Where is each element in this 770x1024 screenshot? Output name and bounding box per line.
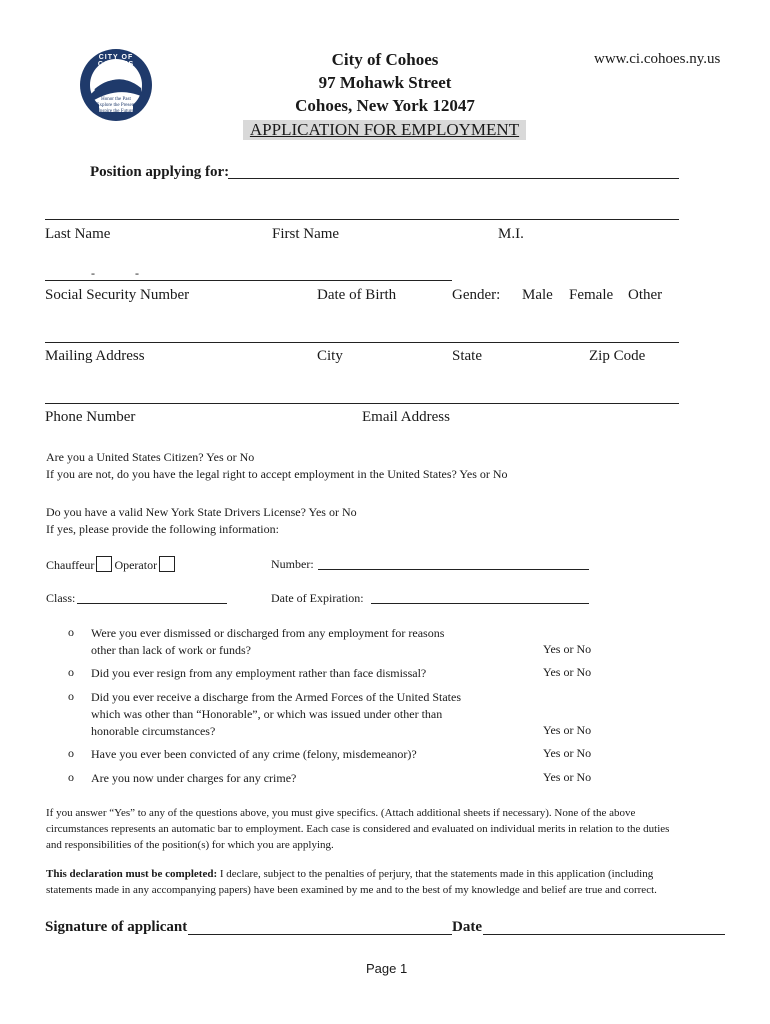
city-state-zip: Cohoes, New York 12047 [295,96,475,115]
dob-label: Date of Birth [317,287,397,303]
gender-label: Gender: [452,287,501,303]
question-1-line-1: Were you ever dismissed or discharged from any employment for reasons [91,626,445,640]
license-type-row [46,556,177,573]
license-number-field[interactable] [318,569,589,570]
question-3-answer[interactable]: Yes or No [543,723,592,737]
expiration-label: Date of Expiration: [271,591,364,605]
operator-label: Operator [114,558,158,572]
date-field[interactable] [483,934,725,935]
logo-motto-2: Explore the Present [96,103,136,108]
ssn-label: Social Security Number [45,287,190,303]
mi-label: M.I. [498,226,524,242]
first-name-label: First Name [272,226,340,242]
license-class-label: Class: [46,591,76,605]
question-5-line-1: Are you now under charges for any crime? [91,771,297,785]
notice-line-1: If you answer “Yes” to any of the questions above, you must give specifics. (Attach additional sheets if necessary). None of the above [46,807,636,819]
question-bullet: o [68,689,74,703]
citizen-question: Are you a United States Citizen? Yes or No [46,450,255,464]
question-2-answer[interactable]: Yes or No [543,665,592,679]
gender-option-female[interactable]: Female [569,287,614,303]
page-number: Page 1 [366,961,408,976]
declaration-text-1: I declare, subject to the penalties of perjury, that the statements made in this application (including [217,868,654,880]
ssn-dash-1: - [91,266,95,280]
last-name-label: Last Name [45,226,111,242]
question-3-line-2: which was other than “Honorable”, or which was issued under other than [91,707,443,721]
phone-label: Phone Number [45,409,136,425]
form-title: APPLICATION FOR EMPLOYMENT [243,120,526,140]
license-instruction: If yes, please provide the following information: [46,522,279,536]
ssn-dash-2: - [135,266,139,280]
question-4-line-1: Have you ever been convicted of any crime (felony, misdemeanor)? [91,747,417,761]
declaration-line-1 [46,866,736,882]
license-number-label: Number: [271,557,314,571]
legal-right-question: If you are not, do you have the legal right to accept employment in the United States? Yes or No [46,467,508,481]
operator-checkbox[interactable] [159,556,175,572]
question-bullet: o [68,746,74,760]
city-label: City [317,348,343,364]
question-3-line-3: honorable circumstances? [91,724,216,738]
question-1-answer[interactable]: Yes or No [543,642,592,656]
signature-field[interactable] [188,934,452,935]
logo-motto-3: Inspire the Future [98,109,134,114]
state-label: State [452,348,482,364]
question-5-answer[interactable]: Yes or No [543,770,592,784]
chauffeur-label: Chauffeur [46,558,95,572]
question-1-line-2: other than lack of work or funds? [91,643,251,657]
logo-motto-1: Honor the Past [101,97,131,102]
question-bullet: o [68,770,74,784]
declaration-heading: This declaration must be completed: [46,868,218,880]
ssn-dob-field[interactable] [45,280,452,281]
street-address: 97 Mohawk Street [318,73,452,92]
address-field[interactable] [45,342,679,343]
zip-label: Zip Code [589,348,646,364]
question-bullet: o [68,625,74,639]
question-3-line-1: Did you ever receive a discharge from the Armed Forces of the United States [91,690,461,704]
email-label: Email Address [362,409,450,425]
gender-option-male[interactable]: Male [522,287,553,303]
license-class-field[interactable] [77,603,227,604]
question-bullet: o [68,665,74,679]
notice-line-3: and responsibilities of the position(s) for which you are applying. [46,839,334,851]
gender-option-other[interactable]: Other [628,287,663,303]
question-4-answer[interactable]: Yes or No [543,746,592,760]
signature-label: Signature of applicant [45,919,188,935]
logo-text: CITY OF COHOES [97,54,135,68]
mailing-address-label: Mailing Address [45,348,145,364]
date-label: Date [452,919,482,935]
city-name: City of Cohoes [331,50,439,69]
license-question: Do you have a valid New York State Drivers License? Yes or No [46,505,357,519]
position-field[interactable] [228,178,679,179]
question-2-line-1: Did you ever resign from any employment rather than face dismissal? [91,666,427,680]
position-label: Position applying for: [90,164,230,180]
name-field[interactable] [45,219,679,220]
expiration-field[interactable] [371,603,589,604]
notice-line-2: circumstances represents an automatic bar to employment. Each case is considered and evaluated on individual merits in relation to the duties [46,823,670,835]
phone-email-field[interactable] [45,403,679,404]
website: www.ci.cohoes.ny.us [594,51,721,67]
declaration-line-2: statements made in any accompanying papers) have been examined by me and to the best of my knowledge and belief are true and correct. [46,884,657,896]
chauffeur-checkbox[interactable] [96,556,112,572]
